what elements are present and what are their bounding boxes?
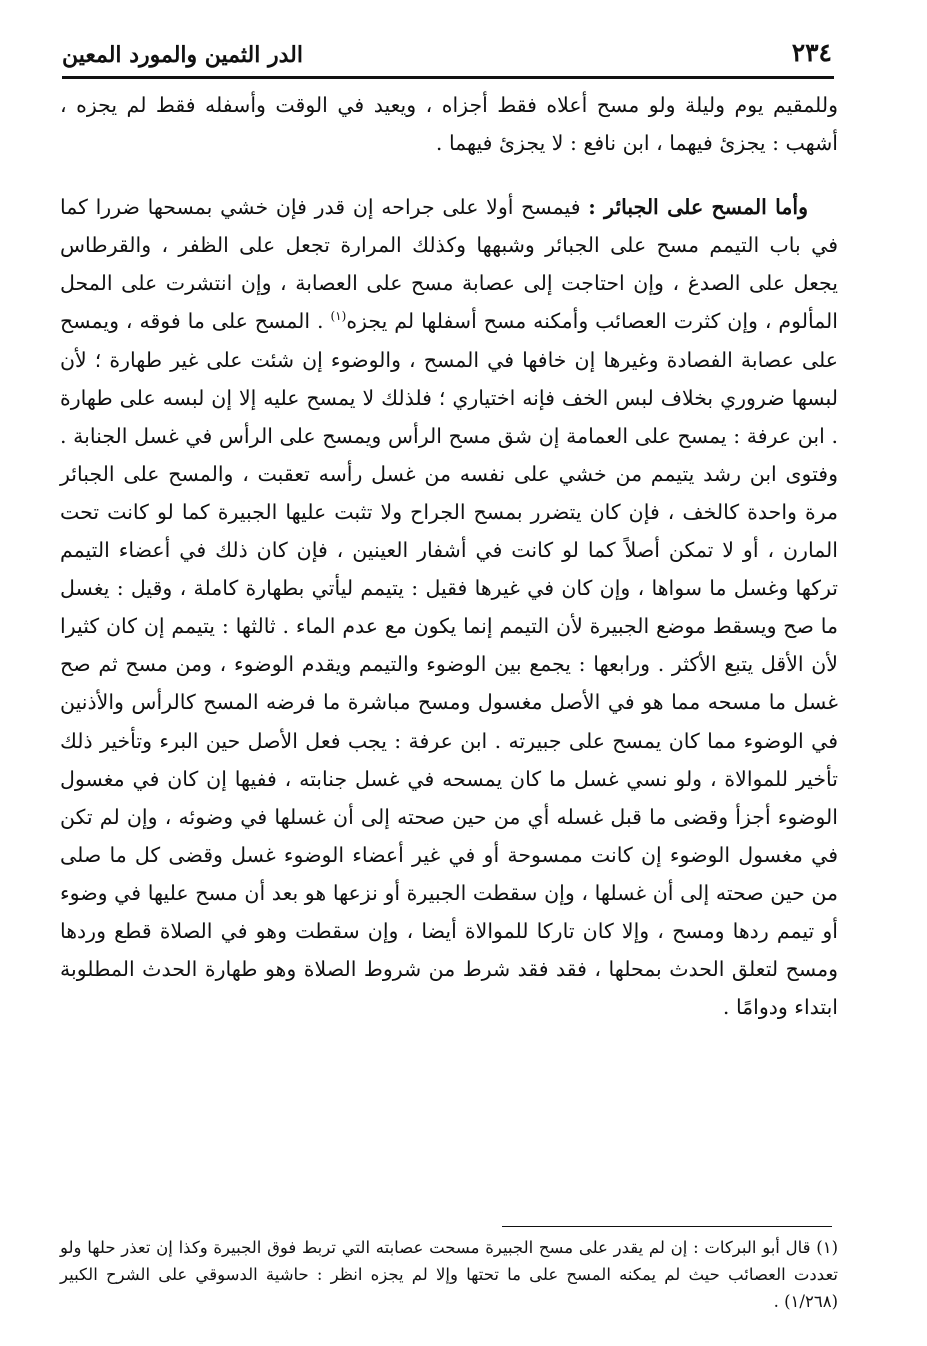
paragraph-2-text-b: . المسح على ما فوقه ، ويمسح على عصابة الفصادة وغيرها إن خافها في المسح ، والوضوء إن شئت على غير طهارة ؛ لأن لبسها ضروري بخلاف لبس الخف فإنه اختياري ؛ فلذلك لا يمسح عليه إلا إن لبسه على طهارة . ابن عرفة : يمسح على العمامة إن شق مسح الرأس ويمسح على الرأس في غسل الجنابة . وفتوى ابن رشد يتيمم من خشي على نفسه من غسل رأسه تعقبت ، والمسح على الجبائر مرة واحدة كالخف ، فإن كان يتضرر بمسح الجراح ولا تثبت عليها الجبيرة كما لو كانت تحت المارن ، أو لا تمكن أصلاً كما لو كانت في أشفار العينين ، فإن كان ذلك في أعضاء التيمم تركها وغسل ما سواها ، وإن كان في غيرها فقيل : يتيمم ليأتي بطهارة كاملة ، وقيل : يغسل ما صح ويسقط موضع الجبيرة لأن التيمم إنما يكون مع عدم الماء . ثالثها : يتيمم إن كان كثيرا لأن الأقل يتبع الأكثر . ورابعها : يجمع بين الوضوء والتيمم ويقدم الوضوء ، ومن مسح ثم صح غسل ما مسحه مما هو في الأصل مغسول ومسح مباشرة ما فرضه المسح كالرأس والأذنين في الوضوء مما كان يمسح على جبيرته . ابن عرفة : يجب فعل الأصل حين البرء وتأخير ذلك تأخير للموالاة ، ولو نسي غسل ما كان يمسحه في غسل جنابته ، ففيها إن كان في مغسول الوضوء أجزأ وقضى ما قبل غسله أي من حين صحته إلى أن غسلها في وضوئه ، وإن لم تكن في مغسول الوضوء إن كانت ممسوحة أو في غير أعضاء الوضوء غسل وقضى كل ما صلى من حين صحته إلى أن غسلها ، وإن سقطت الجبيرة أو نزعها هو بعد أن مسح عليها في وضوء أو تيمم ردها ومسح ، وإلا كان تاركا للموالاة أيضا ، وإن سقطت وهو في الصلاة قطع وردها ومسح لتعلق الحدث بمحلها ، فقد فقد شرط من شروط الصلاة وهو طهارة الحدث المطلوبة ابتداء ودوامًا . <box>60 309 838 1020</box>
paragraph-1: وللمقيم يوم وليلة ولو مسح أعلاه فقط أجزاه ، ويعيد في الوقت وأسفله فقط لم يجزه ، أشهب : يجزئ فيهما ، ابن نافع : لا يجزئ فيهما . <box>60 93 838 156</box>
running-title: الدر الثمين والمورد المعين <box>62 42 304 68</box>
footnote-separator <box>502 1226 832 1227</box>
footnote-text: (١) قال أبو البركات : إن لم يقدر على مسح الجبيرة مسحت عصابته التي تربط فوق الجبيرة وكذا إن تعذر حلها ولو تعددت العصائب حيث لم يمكنه المسح على ما تحتها وإلا لم يجزه انظر : حاشية الدسوقي على الشرح الكبير (١/٢٦٨) . <box>60 1238 838 1311</box>
header-rule <box>62 76 834 79</box>
page-header <box>62 36 832 72</box>
page-number: ٢٣٤ <box>791 38 832 67</box>
paragraph-gap <box>60 162 838 188</box>
section-heading: وأما المسح على الجبائر : <box>588 195 808 220</box>
footnote <box>60 1234 838 1315</box>
main-text <box>60 86 838 1026</box>
footnote-reference[interactable]: (١) <box>330 309 347 324</box>
paragraph-2-text-a: فيمسح أولا على جراحه إن قدر فإن خشي بمسحها ضررا كما في باب التيمم مسح على الجبائر وشبهها وكذلك المرارة تجعل على الظفر ، والقرطاس يجعل على الصدغ ، وإن احتاجت إلى عصابة مسح على العصابة ، وإن انتشرت على المحل المألوم ، وإن كثرت العصائب وأمكنه مسح أسفلها لم يجزه <box>60 195 838 334</box>
paragraph-2 <box>60 188 838 1026</box>
